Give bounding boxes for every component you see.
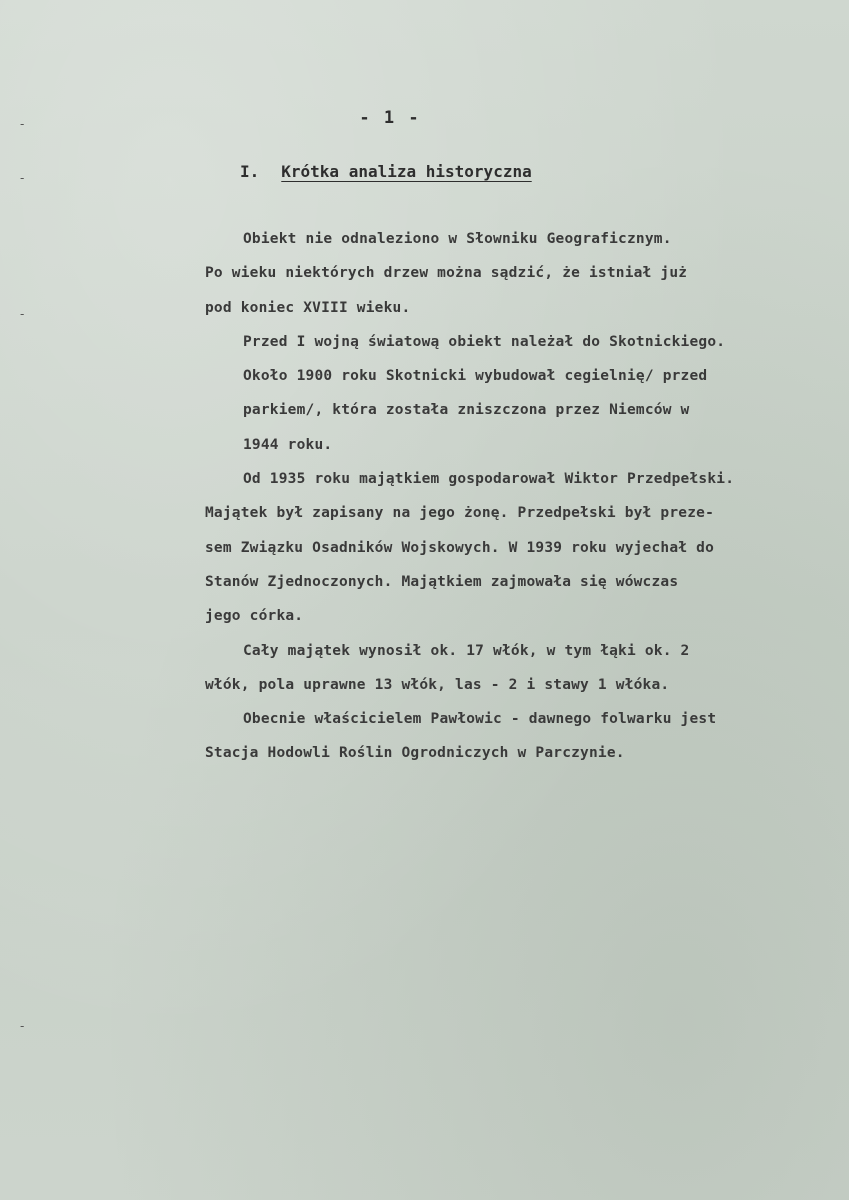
text-line: Stacja Hodowli Roślin Ogrodniczych w Parczynie.	[205, 745, 625, 762]
body-text	[205, 222, 825, 771]
text-line: sem Związku Osadników Wojskowych. W 1939 roku wyjechał do	[205, 539, 714, 556]
text-line: pod koniec XVIII wieku.	[205, 299, 411, 316]
text-line: Około 1900 roku Skotnicki wybudował cegielnię/ przed	[243, 368, 708, 385]
text-line: Majątek był zapisany na jego żonę. Przedpełski był preze-	[205, 505, 714, 522]
margin-mark: -	[20, 171, 25, 185]
page-number: - 1 -	[359, 108, 421, 128]
text-line: jego córka.	[205, 608, 304, 625]
margin-mark: -	[20, 307, 25, 321]
section-heading	[240, 162, 532, 181]
margin-mark: -	[20, 1019, 25, 1033]
text-line: 1944 roku.	[243, 436, 333, 453]
section-title: Krótka analiza historyczna	[281, 162, 532, 181]
text-line: Od 1935 roku majątkiem gospodarował Wiktor Przedpełski.	[243, 471, 735, 488]
text-line: Obiekt nie odnaleziono w Słowniku Geograficznym.	[243, 231, 672, 247]
section-number: I.	[240, 162, 260, 181]
text-line: Stanów Zjednoczonych. Majątkiem zajmowała się wówczas	[205, 573, 679, 590]
text-line: parkiem/, która została zniszczona przez Niemców w	[243, 402, 690, 419]
margin-mark: -	[20, 117, 25, 131]
text-line: Po wieku niektórych drzew można sądzić, że istniał już	[205, 265, 688, 282]
text-line: włók, pola uprawne 13 włók, las - 2 i stawy 1 włóka.	[205, 676, 670, 693]
text-line: Cały majątek wynosił ok. 17 włók, w tym łąki ok. 2	[243, 642, 690, 659]
text-line: Obecnie właścicielem Pawłowic - dawnego folwarku jest	[243, 711, 717, 728]
text-line: Przed I wojną światową obiekt należał do Skotnickiego.	[243, 333, 726, 350]
